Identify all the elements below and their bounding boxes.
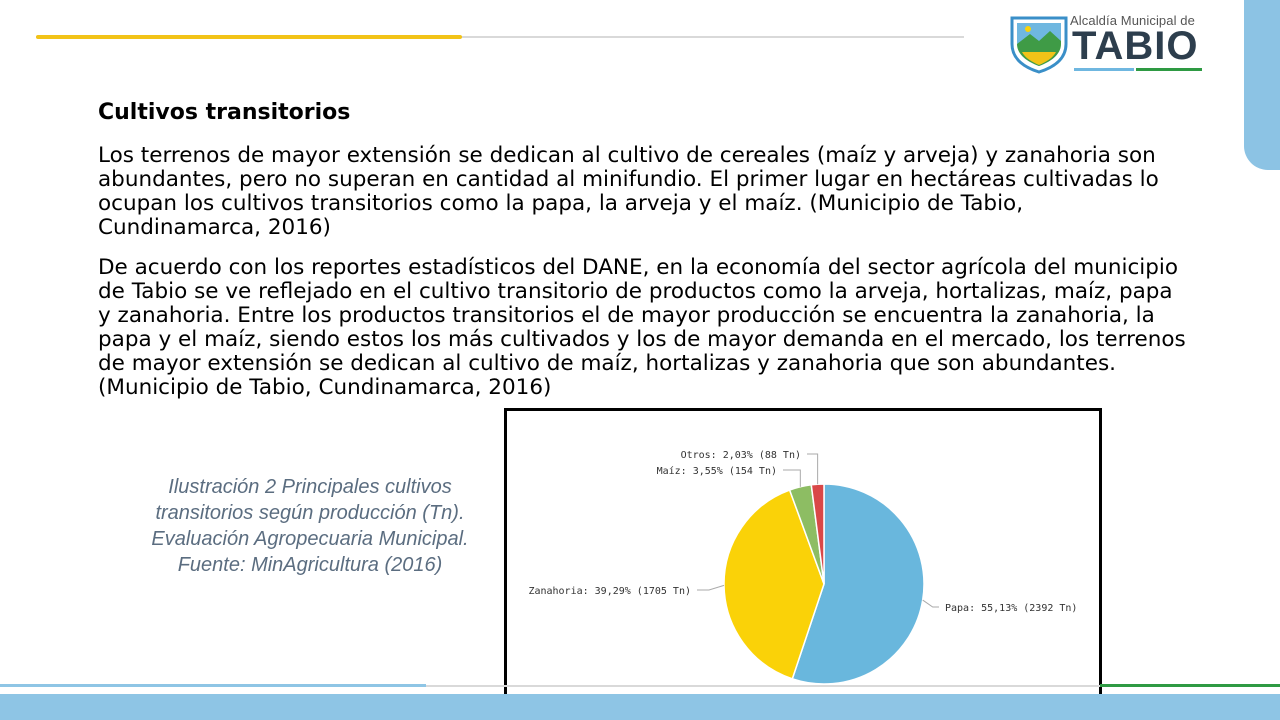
pie-leader-line (807, 454, 818, 484)
section-heading: Cultivos transitorios (98, 100, 351, 125)
logo-subtitle: Alcaldía Municipal de (1070, 13, 1195, 28)
pie-chart (507, 411, 1099, 705)
paragraph-1: Los terrenos de mayor extensión se dedican al cultivo de cereales (maíz y arveja) y zanahoria son abundantes, pero no superan en cantidad al minifundio. El primer lugar en hectáreas cultivadas lo ocupan los cultivos transitorios como la papa, la arveja y el maíz. (Municipio de Tabio, Cundinamarca, 2016) (98, 143, 1159, 240)
pie-slice-label: Maíz: 3,55% (154 Tn) (656, 466, 777, 477)
pie-slice-label: Zanahoria: 39,29% (1705 Tn) (528, 586, 691, 597)
footer-band (0, 694, 1280, 720)
pie-slice-label: Otros: 2,03% (88 Tn) (680, 450, 801, 461)
footer-line-blue (0, 684, 426, 687)
header-accent-bar (36, 35, 462, 39)
footer-line-gray (426, 685, 1106, 687)
logo-underline-blue (1074, 68, 1134, 71)
logo-title: TABIO (1072, 24, 1199, 68)
pie-leader-line (783, 470, 800, 487)
footer-line-green (1100, 684, 1280, 687)
pie-leader-line (697, 585, 724, 590)
paragraph-2: De acuerdo con los reportes estadísticos del DANE, en la economía del sector agrícola del municipio de Tabio se ve reflejado en el cultivo transitorio de productos como la arveja, hortalizas, maíz, papa y zanahoria. Entre los productos transitorios el de mayor producción se encuentra la zanahoria, la papa y el maíz, siendo estos los más cultivados y los de mayor demanda en el mercado, los terrenos de mayor extensión se dedican al cultivo de maíz, hortalizas y zanahoria que son abundantes. (Municipio de Tabio, Cundinamarca, 2016) (98, 255, 1186, 400)
figure-caption: Ilustración 2 Principales cultivos transitorios según producción (Tn). Evaluación Agropecuaria Municipal. Fuente: MinAgricultura (2016) (151, 476, 469, 576)
pie-chart-frame (504, 408, 1102, 708)
pie-leader-line (923, 600, 939, 607)
logo-underline-green (1136, 68, 1202, 71)
side-tab-decoration (1244, 0, 1280, 170)
pie-slice-label: Papa: 55,13% (2392 Tn) (945, 603, 1078, 614)
tabio-shield-icon (1008, 14, 1070, 74)
